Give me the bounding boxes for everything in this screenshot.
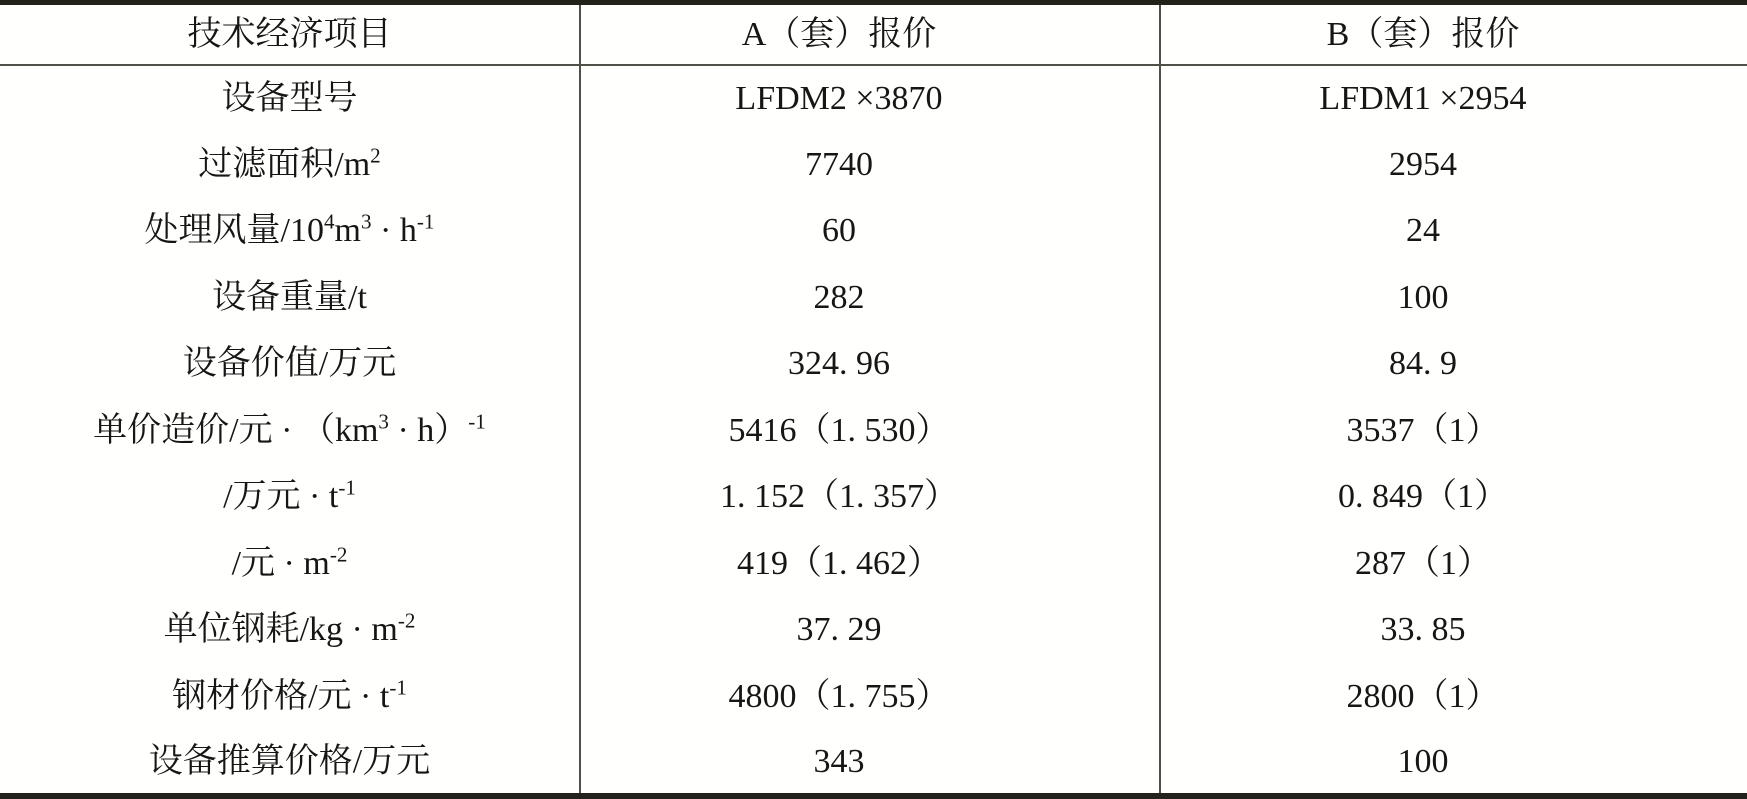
table-row-unit-steel-consumption (0, 597, 1747, 664)
item-cell: /万元 · $t^{-1}$ (223, 475, 356, 516)
value-a-cell: 7740 (580, 131, 1160, 198)
value-b-cell: 100 (1160, 730, 1747, 797)
table-row-steel-price (0, 663, 1747, 730)
col-header-quote-a: A（套）报价 (580, 3, 1160, 65)
table-row-device-value (0, 331, 1747, 398)
value-b-cell: 0. 849（1） (1160, 464, 1747, 531)
table-row-unit-cost-per-ton (0, 464, 1747, 531)
table-header (0, 3, 1747, 65)
value-a-cell: 343 (580, 730, 1160, 797)
item-cell: 设备重量/t (212, 278, 367, 316)
item-cell: 设备型号 (221, 79, 358, 117)
table-row-device-model (0, 65, 1747, 132)
value-b-cell: 100 (1160, 264, 1747, 331)
value-b-cell: 33. 85 (1160, 597, 1747, 664)
item-cell: 钢材价格/元 · $t^{-1}$ (172, 675, 407, 715)
table-row-device-weight (0, 264, 1747, 331)
value-a-cell: 60 (580, 198, 1160, 265)
value-a-cell: 37. 29 (580, 597, 1160, 664)
item-cell: 单价造价/元 · $(km^3 \cdot h)^{-1}$ (93, 409, 486, 449)
item-cell: 单位钢耗$/kg \cdot m^{-2}$ (163, 608, 416, 649)
value-a-cell: 282 (580, 264, 1160, 331)
value-b-cell: 2954 (1160, 131, 1747, 198)
item-cell: 设备推算价格/万元 (148, 742, 431, 780)
col-header-quote-b: B（套）报价 (1160, 3, 1747, 65)
value-a-cell: LFDM2 ×3870 (580, 65, 1160, 132)
value-a-cell: 1. 152（1. 357） (580, 464, 1160, 531)
table-row-air-volume (0, 198, 1747, 265)
item-cell: 过滤面积$/m^2$ (198, 143, 381, 183)
value-a-cell: 4800（1. 755） (580, 663, 1160, 730)
header-row (0, 3, 1747, 65)
value-a-cell: 324. 96 (580, 331, 1160, 398)
col-header-item: 技术经济项目 (0, 3, 580, 65)
value-b-cell: LFDM1 ×2954 (1160, 65, 1747, 132)
value-b-cell: 287（1） (1160, 530, 1747, 597)
table-row-unit-cost-per-area (0, 530, 1747, 597)
item-cell: /元 · $m^{-2}$ (231, 542, 348, 582)
value-b-cell: 2800（1） (1160, 663, 1747, 730)
value-b-cell: 24 (1160, 198, 1747, 265)
table-row-unit-cost-per-volume (0, 397, 1747, 464)
item-cell: 处理风量$/10^4m^3 \cdot h^{-1}$ (144, 209, 435, 250)
table-body (0, 65, 1747, 797)
value-a-cell: 419（1. 462） (580, 530, 1160, 597)
table-row-estimated-device-price (0, 730, 1747, 797)
value-b-cell: 3537（1） (1160, 397, 1747, 464)
table-row-filter-area (0, 131, 1747, 198)
item-cell: 设备价值/万元 (182, 345, 397, 383)
value-a-cell: 5416（1. 530） (580, 397, 1160, 464)
value-b-cell: 84. 9 (1160, 331, 1747, 398)
